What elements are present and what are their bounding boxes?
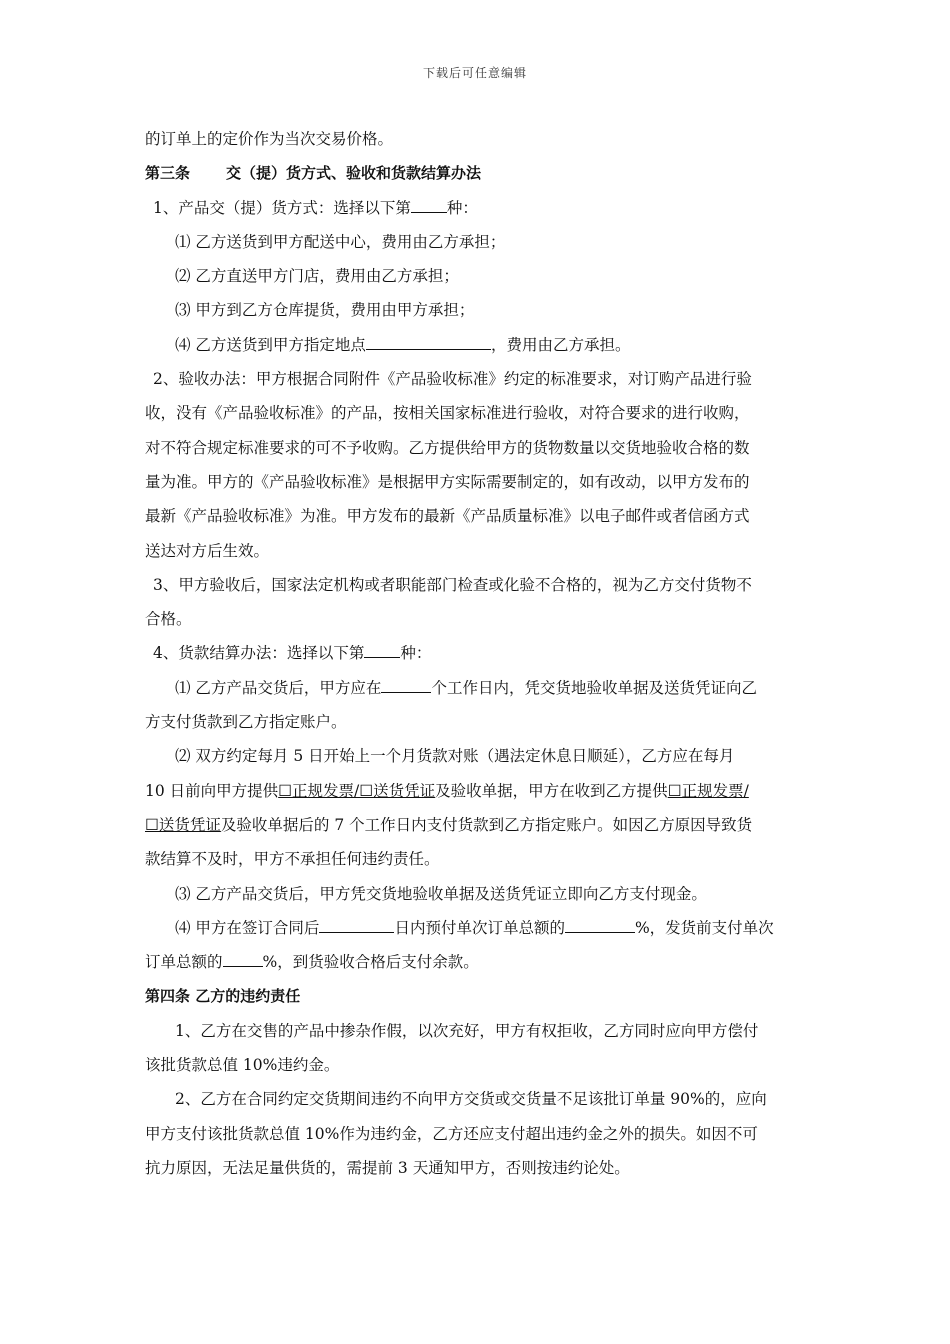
section-heading-4: 第四条 乙方的违约责任 — [145, 987, 301, 1006]
paragraph-line: ⑵ 双方约定每月 5 日开始上一个月货款对账（遇法定休息日顺延），乙方应在每月 — [175, 747, 735, 766]
line-text: 1、产品交（提）货方式：选择以下第 — [153, 198, 411, 217]
paragraph-line: 款结算不及时，甲方不承担任何违约责任。 — [145, 850, 440, 869]
line-text: 个工作日内，凭交货地验收单据及送货凭证向乙 — [431, 678, 757, 697]
paragraph-line — [145, 328, 810, 362]
fill-blank — [411, 198, 447, 213]
paragraph-line — [145, 911, 810, 945]
line-text: ⑴ 乙方产品交货后，甲方应在 — [175, 678, 382, 697]
paragraph-line: 该批货款总值 10%违约金。 — [145, 1056, 340, 1075]
paragraph-line: 收，没有《产品验收标准》的产品，按相关国家标准进行验收，对符合要求的进行收购， — [145, 404, 750, 423]
section-number: 第三条 — [145, 164, 191, 183]
paragraph-line: 送达对方后生效。 — [145, 541, 270, 560]
line-text: 及验收单据，甲方在收到乙方提供 — [435, 781, 668, 800]
paragraph-line: 2、验收办法：甲方根据合同附件《产品验收标准》约定的标准要求，对订购产品进行验 — [153, 370, 752, 389]
underlined-option: ☐正规发票/☐送货凭证 — [278, 781, 436, 800]
line-text: 订单总额的 — [145, 953, 223, 972]
fill-blank — [223, 952, 263, 967]
line-text: 及验收单据后的 7 个工作日内支付货款到乙方指定账户。如因乙方原因导致货 — [220, 815, 753, 834]
contract-body — [145, 122, 810, 1185]
paragraph-line: ⑴ 乙方送货到甲方配送中心，费用由乙方承担； — [175, 232, 506, 251]
line-text: 种： — [400, 644, 432, 663]
line-text: 种： — [446, 198, 478, 217]
paragraph-line — [145, 191, 810, 225]
page-header: 下载后可任意编辑 — [422, 66, 527, 80]
paragraph-line — [145, 636, 810, 670]
fill-blank — [364, 643, 400, 658]
line-text: 10 日前向甲方提供 — [145, 781, 279, 800]
paragraph-line: 量为准。甲方的《产品验收标准》是根据甲方实际需要制定的，如有改动，以甲方发布的 — [145, 472, 750, 491]
fill-blank — [366, 335, 491, 350]
underlined-option: ☐送货凭证 — [145, 815, 221, 834]
section-title: 交（提）货方式、验收和货款结算办法 — [226, 164, 482, 183]
line-text: %，到货验收合格后支付余款。 — [262, 953, 479, 972]
paragraph-line: 甲方支付该批货款总值 10%作为违约金，乙方还应支付超出违约金之外的损失。如因不可 — [145, 1124, 758, 1143]
paragraph-line: ⑶ 乙方产品交货后，甲方凭交货地验收单据及送货凭证立即向乙方支付现金。 — [175, 884, 707, 903]
line-text: 4、货款结算办法：选择以下第 — [153, 644, 365, 663]
paragraph-line — [145, 671, 810, 705]
line-text: ⑷ 乙方送货到甲方指定地点 — [175, 335, 366, 354]
line-text: 日内预付单次订单总额的 — [394, 918, 565, 937]
paragraph-line: 2、乙方在合同约定交货期间违约不向甲方交货或交货量不足该批订单量 90%的，应向 — [175, 1090, 767, 1109]
paragraph-line: 1、乙方在交售的产品中掺杂作假，以次充好，甲方有权拒收，乙方同时应向甲方偿付 — [175, 1021, 759, 1040]
paragraph-line: 抗力原因，无法足量供货的，需提前 3 天通知甲方，否则按违约论处。 — [145, 1158, 630, 1177]
line-text: %，发货前支付单次 — [634, 918, 774, 937]
paragraph-line: 最新《产品验收标准》为准。甲方发布的最新《产品质量标准》以电子邮件或者信函方式 — [145, 507, 750, 526]
section-heading-3 — [145, 156, 810, 190]
fill-blank — [381, 678, 431, 693]
fill-blank — [565, 918, 635, 933]
fill-blank — [319, 918, 394, 933]
line-text: ，费用由乙方承担。 — [490, 335, 631, 354]
underlined-option: ☐正规发票/ — [667, 781, 749, 800]
paragraph-line: ⑵ 乙方直送甲方门店，费用由乙方承担； — [175, 267, 459, 286]
paragraph-line — [145, 945, 810, 979]
paragraph-line: 对不符合规定标准要求的可不予收购。乙方提供给甲方的货物数量以交货地验收合格的数 — [145, 438, 750, 457]
paragraph-line: ⑶ 甲方到乙方仓库提货，费用由甲方承担； — [175, 301, 475, 320]
paragraph-line: 的订单上的定价作为当次交易价格。 — [145, 130, 394, 148]
line-text: ⑷ 甲方在签订合同后 — [175, 918, 320, 937]
paragraph-line — [145, 808, 810, 842]
paragraph-line: 合格。 — [145, 610, 192, 629]
paragraph-line: 方支付货款到乙方指定账户。 — [145, 713, 347, 732]
paragraph-line: 3、甲方验收后，国家法定机构或者职能部门检查或化验不合格的，视为乙方交付货物不 — [153, 575, 752, 594]
paragraph-line — [145, 774, 810, 808]
